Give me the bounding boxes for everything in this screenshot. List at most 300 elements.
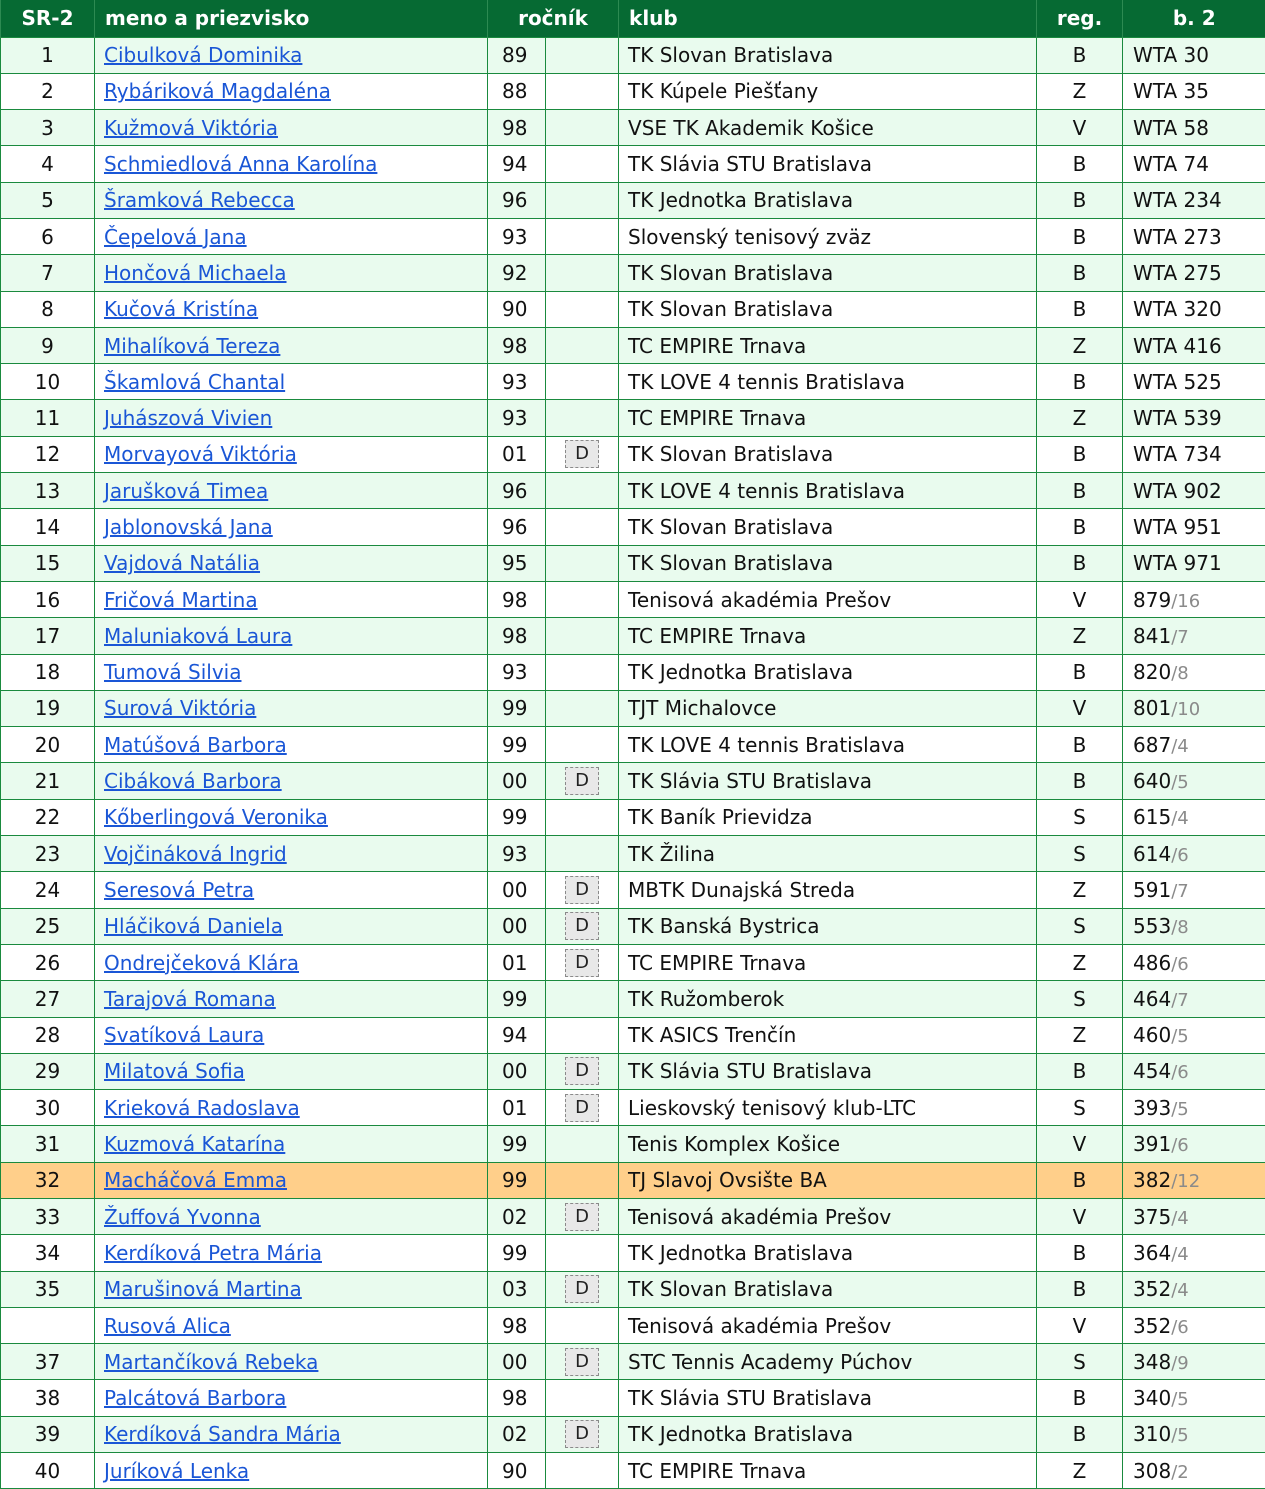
name-cell — [95, 182, 488, 218]
club-cell: TC EMPIRE Trnava — [619, 1453, 1037, 1489]
region-cell: Z — [1037, 1017, 1123, 1053]
year-cell: 93 — [488, 654, 546, 690]
player-link[interactable]: Maluniaková Laura — [104, 624, 292, 648]
table-row — [1, 146, 1265, 182]
rank-cell: 39 — [1, 1416, 95, 1452]
club-cell: TK ASICS Trenčín — [619, 1017, 1037, 1053]
junior-cell — [546, 1235, 619, 1271]
rank-cell: 13 — [1, 473, 95, 509]
tournament-count: /6 — [1171, 845, 1189, 866]
tournament-count: /6 — [1171, 954, 1189, 975]
name-cell — [95, 872, 488, 908]
region-cell: B — [1037, 146, 1123, 182]
junior-cell — [546, 364, 619, 400]
tournament-count: /4 — [1171, 808, 1189, 829]
table-row — [1, 908, 1265, 944]
junior-badge: D — [565, 1348, 599, 1376]
region-cell: Z — [1037, 944, 1123, 980]
year-cell: 00 — [488, 1053, 546, 1089]
club-cell: TK Banská Bystrica — [619, 908, 1037, 944]
header-club[interactable]: klub — [619, 0, 1037, 37]
name-cell — [95, 1453, 488, 1489]
year-cell: 98 — [488, 327, 546, 363]
year-cell: 90 — [488, 1453, 546, 1489]
name-cell — [95, 1235, 488, 1271]
region-cell: V — [1037, 1126, 1123, 1162]
year-cell: 96 — [488, 473, 546, 509]
player-link[interactable]: Jarušková Timea — [104, 479, 268, 503]
junior-cell — [546, 872, 619, 908]
table-row — [1, 581, 1265, 617]
name-cell — [95, 1271, 488, 1307]
club-cell: TK Baník Prievidza — [619, 799, 1037, 835]
club-cell: Tenisová akadémia Prešov — [619, 581, 1037, 617]
club-cell: Tenisová akadémia Prešov — [619, 1307, 1037, 1343]
player-link[interactable]: Macháčová Emma — [104, 1168, 287, 1192]
player-link[interactable]: Kučová Kristína — [104, 297, 258, 321]
points-cell — [1123, 327, 1265, 363]
points-cell — [1123, 1126, 1265, 1162]
region-cell: B — [1037, 1271, 1123, 1307]
junior-cell — [546, 581, 619, 617]
junior-badge: D — [565, 1094, 599, 1122]
junior-cell — [546, 255, 619, 291]
junior-cell — [546, 727, 619, 763]
points-value: 879 — [1133, 588, 1171, 612]
player-link[interactable]: Kerdíková Sandra Mária — [104, 1422, 341, 1446]
player-link[interactable]: Vojčináková Ingrid — [104, 842, 287, 866]
player-link[interactable]: Milatová Sofia — [104, 1059, 245, 1083]
junior-cell — [546, 291, 619, 327]
points-cell — [1123, 1344, 1265, 1380]
points-value: WTA 58 — [1133, 116, 1209, 140]
name-cell — [95, 908, 488, 944]
rank-cell: 3 — [1, 110, 95, 146]
club-cell: TK Jednotka Bratislava — [619, 654, 1037, 690]
points-cell — [1123, 146, 1265, 182]
club-cell: TK Jednotka Bratislava — [619, 182, 1037, 218]
year-cell: 99 — [488, 1235, 546, 1271]
player-link[interactable]: Kőberlingová Veronika — [104, 805, 328, 829]
name-cell — [95, 690, 488, 726]
junior-cell — [546, 981, 619, 1017]
table-row — [1, 1199, 1265, 1235]
points-value: WTA 951 — [1133, 515, 1222, 539]
points-cell — [1123, 255, 1265, 291]
junior-cell — [546, 1199, 619, 1235]
player-link[interactable]: Schmiedlová Anna Karolína — [104, 152, 377, 176]
junior-cell — [546, 436, 619, 472]
club-cell: TK LOVE 4 tennis Bratislava — [619, 364, 1037, 400]
name-cell — [95, 1017, 488, 1053]
name-cell — [95, 73, 488, 109]
header-name[interactable]: meno a priezvisko — [95, 0, 488, 37]
junior-cell — [546, 1017, 619, 1053]
table-row — [1, 1453, 1265, 1489]
points-value: 820 — [1133, 660, 1171, 684]
player-link[interactable]: Kerdíková Petra Mária — [104, 1241, 322, 1265]
name-cell — [95, 509, 488, 545]
junior-cell — [546, 73, 619, 109]
player-link[interactable]: Čepelová Jana — [104, 225, 247, 249]
player-link[interactable]: Surová Viktória — [104, 696, 256, 720]
table-row — [1, 690, 1265, 726]
player-link[interactable]: Tarajová Romana — [104, 987, 276, 1011]
points-value: 460 — [1133, 1023, 1171, 1047]
club-cell: TK LOVE 4 tennis Bratislava — [619, 727, 1037, 763]
club-cell: TK Jednotka Bratislava — [619, 1416, 1037, 1452]
name-cell — [95, 37, 488, 73]
region-cell: B — [1037, 473, 1123, 509]
points-cell — [1123, 1053, 1265, 1089]
points-cell — [1123, 545, 1265, 581]
region-cell: B — [1037, 1053, 1123, 1089]
year-cell: 96 — [488, 182, 546, 218]
rank-cell — [1, 1307, 95, 1343]
player-link[interactable]: Rybáriková Magdaléna — [104, 79, 331, 103]
region-cell: B — [1037, 255, 1123, 291]
year-cell: 93 — [488, 218, 546, 254]
junior-cell — [546, 763, 619, 799]
name-cell — [95, 944, 488, 980]
points-value: 382 — [1133, 1168, 1171, 1192]
points-cell — [1123, 1235, 1265, 1271]
region-cell: B — [1037, 727, 1123, 763]
year-cell: 01 — [488, 944, 546, 980]
player-link[interactable]: Vajdová Natália — [104, 551, 260, 575]
player-link[interactable]: Žuffová Yvonna — [104, 1205, 261, 1229]
rank-cell: 16 — [1, 581, 95, 617]
tournament-count: /6 — [1171, 1317, 1189, 1338]
club-cell: TK Slávia STU Bratislava — [619, 1053, 1037, 1089]
player-link[interactable]: Krieková Radoslava — [104, 1096, 300, 1120]
year-cell: 88 — [488, 73, 546, 109]
points-value: 687 — [1133, 733, 1171, 757]
club-cell: TK Ružomberok — [619, 981, 1037, 1017]
year-cell: 98 — [488, 1380, 546, 1416]
year-cell: 01 — [488, 436, 546, 472]
table-row — [1, 364, 1265, 400]
region-cell: V — [1037, 1199, 1123, 1235]
points-cell — [1123, 291, 1265, 327]
name-cell — [95, 436, 488, 472]
player-link[interactable]: Matúšová Barbora — [104, 733, 287, 757]
player-link[interactable]: Hončová Michaela — [104, 261, 287, 285]
rank-cell: 1 — [1, 37, 95, 73]
tournament-count: /8 — [1171, 663, 1189, 684]
club-cell: TC EMPIRE Trnava — [619, 618, 1037, 654]
points-cell — [1123, 400, 1265, 436]
year-cell: 92 — [488, 255, 546, 291]
player-link[interactable]: Rusová Alica — [104, 1314, 231, 1338]
name-cell — [95, 654, 488, 690]
junior-cell — [546, 400, 619, 436]
points-cell — [1123, 473, 1265, 509]
name-cell — [95, 218, 488, 254]
table-row — [1, 727, 1265, 763]
rank-cell: 30 — [1, 1090, 95, 1126]
table-row — [1, 436, 1265, 472]
points-value: 391 — [1133, 1132, 1171, 1156]
points-cell — [1123, 581, 1265, 617]
club-cell: TK Slovan Bratislava — [619, 509, 1037, 545]
tournament-count: /4 — [1171, 1244, 1189, 1265]
name-cell — [95, 255, 488, 291]
points-value: 801 — [1133, 696, 1171, 720]
tournament-count: /7 — [1171, 881, 1189, 902]
name-cell — [95, 400, 488, 436]
junior-badge: D — [565, 1203, 599, 1231]
junior-badge: D — [565, 440, 599, 468]
rank-cell: 11 — [1, 400, 95, 436]
player-link[interactable]: Juhászová Vivien — [104, 406, 272, 430]
name-cell — [95, 1126, 488, 1162]
points-cell — [1123, 1271, 1265, 1307]
year-cell: 90 — [488, 291, 546, 327]
club-cell: TK Slávia STU Bratislava — [619, 763, 1037, 799]
table-row — [1, 545, 1265, 581]
points-value: 310 — [1133, 1422, 1171, 1446]
rank-cell: 6 — [1, 218, 95, 254]
year-cell: 99 — [488, 690, 546, 726]
rank-cell: 37 — [1, 1344, 95, 1380]
points-value: WTA 734 — [1133, 442, 1222, 466]
points-value: 615 — [1133, 805, 1171, 829]
points-cell — [1123, 1380, 1265, 1416]
points-cell — [1123, 981, 1265, 1017]
player-link[interactable]: Ondrejčeková Klára — [104, 951, 299, 975]
tournament-count: /16 — [1171, 591, 1200, 612]
junior-cell — [546, 1380, 619, 1416]
rank-cell: 12 — [1, 436, 95, 472]
table-row — [1, 1307, 1265, 1343]
rank-cell: 23 — [1, 836, 95, 872]
tournament-count: /9 — [1171, 1353, 1189, 1374]
name-cell — [95, 727, 488, 763]
tournament-count: /6 — [1171, 1135, 1189, 1156]
junior-cell — [546, 1126, 619, 1162]
club-cell: TK Slovan Bratislava — [619, 545, 1037, 581]
header-points[interactable]: b. 2 — [1123, 0, 1265, 37]
name-cell — [95, 545, 488, 581]
tournament-count: /5 — [1171, 1389, 1189, 1410]
name-cell — [95, 291, 488, 327]
junior-badge: D — [565, 876, 599, 904]
points-cell — [1123, 218, 1265, 254]
player-link[interactable]: Kužmová Viktória — [104, 116, 278, 140]
table-row — [1, 618, 1265, 654]
table-row — [1, 981, 1265, 1017]
name-cell — [95, 618, 488, 654]
year-cell: 03 — [488, 1271, 546, 1307]
player-link[interactable]: Jablonovská Jana — [104, 515, 273, 539]
region-cell: Z — [1037, 400, 1123, 436]
region-cell: S — [1037, 1090, 1123, 1126]
rank-cell: 5 — [1, 182, 95, 218]
name-cell — [95, 1053, 488, 1089]
rank-cell: 33 — [1, 1199, 95, 1235]
points-value: 308 — [1133, 1459, 1171, 1483]
rank-cell: 29 — [1, 1053, 95, 1089]
points-value: 393 — [1133, 1096, 1171, 1120]
tournament-count: /10 — [1171, 699, 1200, 720]
points-value: 352 — [1133, 1277, 1171, 1301]
region-cell: Z — [1037, 1453, 1123, 1489]
player-link[interactable]: Mihalíková Tereza — [104, 334, 280, 358]
points-value: WTA 234 — [1133, 188, 1222, 212]
table-row — [1, 1416, 1265, 1452]
header-year[interactable]: ročník — [488, 0, 619, 37]
ranking-rows — [1, 37, 1265, 1489]
rank-cell: 26 — [1, 944, 95, 980]
points-value: WTA 971 — [1133, 551, 1222, 575]
club-cell: MBTK Dunajská Streda — [619, 872, 1037, 908]
points-cell — [1123, 944, 1265, 980]
junior-cell — [546, 1307, 619, 1343]
rank-cell: 14 — [1, 509, 95, 545]
junior-badge: D — [565, 949, 599, 977]
rank-cell: 9 — [1, 327, 95, 363]
year-cell: 93 — [488, 836, 546, 872]
junior-cell — [546, 1053, 619, 1089]
tournament-count: /7 — [1171, 627, 1189, 648]
region-cell: B — [1037, 218, 1123, 254]
player-link[interactable]: Kuzmová Katarína — [104, 1132, 285, 1156]
tournament-count: /7 — [1171, 990, 1189, 1011]
region-cell: B — [1037, 545, 1123, 581]
club-cell: TK Slovan Bratislava — [619, 255, 1037, 291]
header-rank[interactable]: SR-2 — [1, 0, 95, 37]
table-row — [1, 182, 1265, 218]
player-link[interactable]: Morvayová Viktória — [104, 442, 297, 466]
club-cell: Tenisová akadémia Prešov — [619, 1199, 1037, 1235]
name-cell — [95, 110, 488, 146]
junior-cell — [546, 1271, 619, 1307]
junior-cell — [546, 1090, 619, 1126]
points-cell — [1123, 618, 1265, 654]
junior-badge: D — [565, 1057, 599, 1085]
region-cell: S — [1037, 799, 1123, 835]
rank-cell: 28 — [1, 1017, 95, 1053]
junior-cell — [546, 1416, 619, 1452]
table-row — [1, 1090, 1265, 1126]
club-cell: TK Slávia STU Bratislava — [619, 146, 1037, 182]
points-cell — [1123, 364, 1265, 400]
junior-cell — [546, 509, 619, 545]
tournament-count: /6 — [1171, 1062, 1189, 1083]
club-cell: VSE TK Akademik Košice — [619, 110, 1037, 146]
year-cell: 00 — [488, 1344, 546, 1380]
player-link[interactable]: Tumová Silvia — [104, 660, 241, 684]
name-cell — [95, 836, 488, 872]
junior-cell — [546, 182, 619, 218]
points-value: 614 — [1133, 842, 1171, 866]
rank-cell: 17 — [1, 618, 95, 654]
region-cell: B — [1037, 1416, 1123, 1452]
region-cell: B — [1037, 654, 1123, 690]
year-cell: 94 — [488, 1017, 546, 1053]
rank-cell: 31 — [1, 1126, 95, 1162]
table-row — [1, 400, 1265, 436]
player-link[interactable]: Cibulková Dominika — [104, 43, 302, 67]
name-cell — [95, 1416, 488, 1452]
club-cell: Lieskovský tenisový klub-LTC — [619, 1090, 1037, 1126]
rank-cell: 4 — [1, 146, 95, 182]
rank-cell: 10 — [1, 364, 95, 400]
player-link[interactable]: Palcátová Barbora — [104, 1386, 286, 1410]
player-link[interactable]: Cibáková Barbora — [104, 769, 282, 793]
points-cell — [1123, 1199, 1265, 1235]
header-region[interactable]: reg. — [1037, 0, 1123, 37]
region-cell: V — [1037, 1307, 1123, 1343]
rank-cell: 25 — [1, 908, 95, 944]
points-cell — [1123, 509, 1265, 545]
points-value: WTA 30 — [1133, 43, 1209, 67]
points-cell — [1123, 37, 1265, 73]
year-cell: 99 — [488, 1162, 546, 1198]
junior-cell — [546, 690, 619, 726]
region-cell: S — [1037, 981, 1123, 1017]
player-link[interactable]: Svatíková Laura — [104, 1023, 264, 1047]
tournament-count: /4 — [1171, 1280, 1189, 1301]
player-link[interactable]: Šramková Rebecca — [104, 188, 295, 212]
rank-cell: 8 — [1, 291, 95, 327]
player-link[interactable]: Fričová Martina — [104, 588, 258, 612]
points-value: 486 — [1133, 951, 1171, 975]
region-cell: V — [1037, 110, 1123, 146]
club-cell: TK Slovan Bratislava — [619, 291, 1037, 327]
rank-cell: 2 — [1, 73, 95, 109]
year-cell: 99 — [488, 1126, 546, 1162]
points-cell — [1123, 763, 1265, 799]
rank-cell: 32 — [1, 1162, 95, 1198]
points-cell — [1123, 1162, 1265, 1198]
table-row — [1, 872, 1265, 908]
table-row — [1, 218, 1265, 254]
player-link[interactable]: Seresová Petra — [104, 878, 254, 902]
table-row — [1, 473, 1265, 509]
points-cell — [1123, 872, 1265, 908]
points-value: 640 — [1133, 769, 1171, 793]
year-cell: 02 — [488, 1416, 546, 1452]
club-cell: TK Slovan Bratislava — [619, 37, 1037, 73]
points-cell — [1123, 908, 1265, 944]
junior-cell — [546, 327, 619, 363]
region-cell: B — [1037, 291, 1123, 327]
player-link[interactable]: Juríková Lenka — [104, 1459, 249, 1483]
year-cell: 98 — [488, 581, 546, 617]
junior-cell — [546, 545, 619, 581]
points-value: WTA 320 — [1133, 297, 1222, 321]
points-value: 348 — [1133, 1350, 1171, 1374]
name-cell — [95, 1344, 488, 1380]
player-link[interactable]: Hláčiková Daniela — [104, 914, 283, 938]
player-link[interactable]: Martančíková Rebeka — [104, 1350, 318, 1374]
rank-cell: 22 — [1, 799, 95, 835]
junior-cell — [546, 654, 619, 690]
table-row — [1, 255, 1265, 291]
year-cell: 99 — [488, 799, 546, 835]
points-cell — [1123, 836, 1265, 872]
player-link[interactable]: Marušinová Martina — [104, 1277, 302, 1301]
points-value: WTA 273 — [1133, 225, 1222, 249]
table-row — [1, 291, 1265, 327]
name-cell — [95, 146, 488, 182]
year-cell: 00 — [488, 763, 546, 799]
table-row — [1, 1235, 1265, 1271]
points-value: 464 — [1133, 987, 1171, 1011]
player-link[interactable]: Škamlová Chantal — [104, 370, 285, 394]
